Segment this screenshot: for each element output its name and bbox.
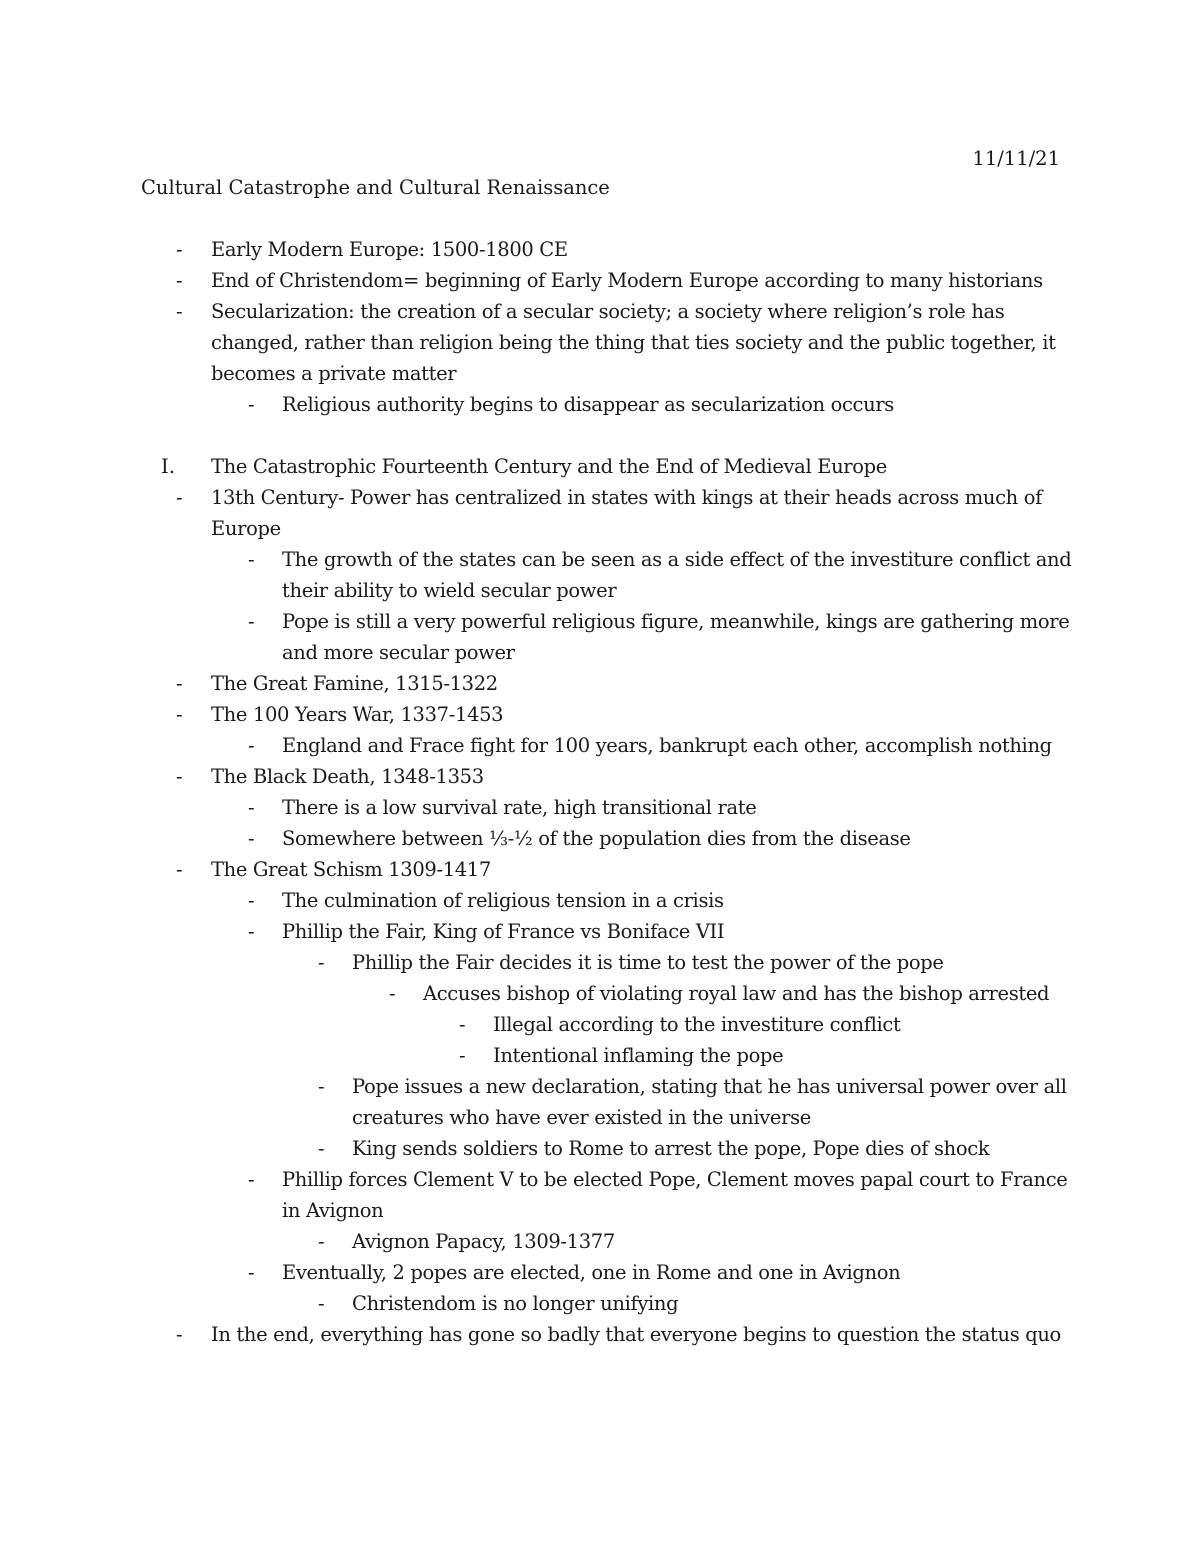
page-title: Cultural Catastrophe and Cultural Renaissance — [141, 176, 610, 199]
list-item — [0, 296, 1200, 327]
list-item — [0, 916, 1200, 947]
bullet-dash: - — [248, 1261, 255, 1284]
list-item-text: Christendom is no longer unifying — [352, 1292, 679, 1315]
bullet-dash: - — [176, 269, 183, 292]
list-item-text: Religious authority begins to disappear as secularization occurs — [282, 393, 894, 416]
list-item — [0, 1133, 1200, 1164]
list-item-text: Somewhere between ⅓-½ of the population dies from the disease — [282, 827, 911, 850]
list-item — [0, 637, 1200, 668]
note-date: 11/11/21 — [972, 147, 1060, 170]
list-item-text: The 100 Years War, 1337-1453 — [211, 703, 504, 726]
bullet-dash: - — [318, 951, 325, 974]
list-item-text: changed, rather than religion being the thing that ties society and the public together, it — [211, 331, 1056, 354]
list-item — [0, 1164, 1200, 1195]
list-item — [0, 482, 1200, 513]
list-item — [0, 265, 1200, 296]
list-item — [0, 1288, 1200, 1319]
list-item — [0, 730, 1200, 761]
list-item — [0, 544, 1200, 575]
list-item-text: The Black Death, 1348-1353 — [211, 765, 484, 788]
list-item — [0, 699, 1200, 730]
bullet-dash: - — [459, 1044, 466, 1067]
bullet-dash: - — [318, 1292, 325, 1315]
list-item-text: Pope is still a very powerful religious figure, meanwhile, kings are gathering more — [282, 610, 1070, 633]
list-item — [0, 947, 1200, 978]
list-item — [0, 761, 1200, 792]
list-item-text: The culmination of religious tension in a crisis — [282, 889, 724, 912]
bullet-dash: - — [248, 796, 255, 819]
list-item — [0, 668, 1200, 699]
list-item — [0, 792, 1200, 823]
list-item — [0, 1257, 1200, 1288]
list-item — [0, 854, 1200, 885]
list-item-text: becomes a private matter — [211, 362, 457, 385]
list-item-text: The growth of the states can be seen as a side effect of the investiture conflict and — [282, 548, 1072, 571]
list-item-text: King sends soldiers to Rome to arrest the pope, Pope dies of shock — [352, 1137, 990, 1160]
list-item-text: Pope issues a new declaration, stating that he has universal power over all — [352, 1075, 1067, 1098]
list-item — [0, 358, 1200, 389]
list-item — [0, 606, 1200, 637]
list-item — [0, 234, 1200, 265]
list-item-text: creatures who have ever existed in the universe — [352, 1106, 811, 1129]
list-item — [0, 1226, 1200, 1257]
list-item — [0, 1319, 1200, 1350]
list-item — [0, 1195, 1200, 1226]
list-item-text: Avignon Papacy, 1309-1377 — [352, 1230, 615, 1253]
list-item — [0, 575, 1200, 606]
list-item-text: their ability to wield secular power — [282, 579, 617, 602]
list-item — [0, 823, 1200, 854]
list-item — [0, 1040, 1200, 1071]
list-item-text: The Catastrophic Fourteenth Century and the End of Medieval Europe — [211, 455, 887, 478]
bullet-dash: - — [176, 703, 183, 726]
list-item-text: Illegal according to the investiture conflict — [493, 1013, 901, 1036]
list-item-text: 13th Century- Power has centralized in states with kings at their heads across much of — [211, 486, 1042, 509]
list-item-text: Phillip the Fair decides it is time to test the power of the pope — [352, 951, 944, 974]
bullet-dash: - — [248, 610, 255, 633]
bullet-dash: - — [176, 238, 183, 261]
bullet-dash: - — [176, 300, 183, 323]
list-item-text: Eventually, 2 popes are elected, one in Rome and one in Avignon — [282, 1261, 901, 1284]
bullet-dash: - — [248, 920, 255, 943]
list-item-text: Intentional inflaming the pope — [493, 1044, 784, 1067]
list-item — [0, 1102, 1200, 1133]
bullet-dash: - — [176, 858, 183, 881]
bullet-dash: - — [176, 486, 183, 509]
list-item — [0, 327, 1200, 358]
list-item-text: The Great Famine, 1315-1322 — [211, 672, 498, 695]
bullet-dash: - — [248, 827, 255, 850]
list-item — [0, 1071, 1200, 1102]
bullet-dash: - — [248, 548, 255, 571]
bullet-dash: - — [176, 672, 183, 695]
bullet-dash: - — [318, 1075, 325, 1098]
bullet-dash: - — [248, 734, 255, 757]
list-item-text: Europe — [211, 517, 281, 540]
bullet-dash: - — [248, 889, 255, 912]
list-item-text: England and Frace fight for 100 years, bankrupt each other, accomplish nothing — [282, 734, 1052, 757]
section-numeral: I. — [161, 455, 175, 478]
bullet-dash: - — [248, 393, 255, 416]
bullet-dash: - — [318, 1230, 325, 1253]
bullet-dash: - — [176, 1323, 183, 1346]
bullet-dash: - — [176, 765, 183, 788]
list-item — [0, 513, 1200, 544]
bullet-dash: - — [389, 982, 396, 1005]
bullet-dash: - — [459, 1013, 466, 1036]
list-item — [0, 978, 1200, 1009]
list-item — [0, 389, 1200, 420]
list-item-text: in Avignon — [282, 1199, 384, 1222]
list-item — [0, 1009, 1200, 1040]
list-item-text: There is a low survival rate, high transitional rate — [282, 796, 757, 819]
bullet-dash: - — [248, 1168, 255, 1191]
list-item — [0, 420, 1200, 451]
list-item — [0, 885, 1200, 916]
list-item-text: and more secular power — [282, 641, 515, 664]
list-item — [0, 451, 1200, 482]
list-item-text: The Great Schism 1309-1417 — [211, 858, 491, 881]
list-item-text: Phillip the Fair, King of France vs Boniface VII — [282, 920, 725, 943]
list-item-text: Secularization: the creation of a secular society; a society where religion’s role has — [211, 300, 1005, 323]
list-item-text: Accuses bishop of violating royal law and has the bishop arrested — [423, 982, 1050, 1005]
list-item-text: In the end, everything has gone so badly that everyone begins to question the status quo — [211, 1323, 1061, 1346]
list-item-text: End of Christendom= beginning of Early Modern Europe according to many historians — [211, 269, 1043, 292]
bullet-dash: - — [318, 1137, 325, 1160]
list-item-text: Early Modern Europe: 1500-1800 CE — [211, 238, 568, 261]
list-item-text: Phillip forces Clement V to be elected Pope, Clement moves papal court to France — [282, 1168, 1068, 1191]
